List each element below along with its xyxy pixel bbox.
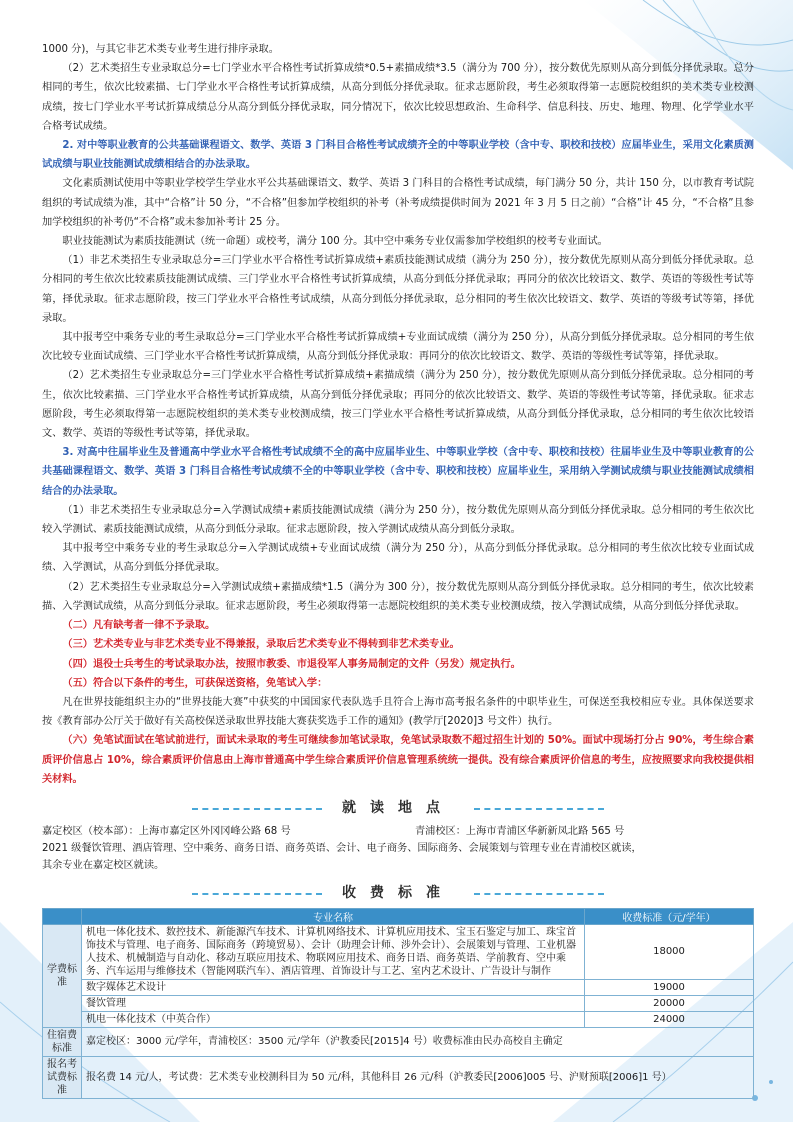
campus-note: 2021 级餐饮管理、酒店管理、空中乘务、商务日语、商务英语、会计、电子商务、国际商务、会展策划与管理专业在青浦校区就读， (42, 842, 642, 854)
paragraph: 其中报考空中乘务专业的考生录取总分=三门学业水平合格性考试折算成绩+专业面试成绩（满分为 250 分），从高分到低分择优录取。总分相同的考生依次比较专业面试成绩、三门学业水平合格性考试折算成绩，从高分到低分择优录取：再同分的依次比较语文、数学、英语的等级性考试等第，择优录取。 (42, 332, 754, 363)
paragraph: 职业技能测试为素质技能测试（统一命题）或校考，满分 100 分。其中空中乘务专业仅需参加学校组织的校考专业面试。 (62, 236, 608, 248)
section-heading: 3. 对高中往届毕业生及普通高中学业水平合格性考试成绩不全的高中应届毕业生、中等职业学校（含中专、职校和技校）往届毕业生及中等职业教育的公共基础课程语文、数学、英语 3 门科目合格性考试成绩不全的中等职业学校（含中专、职校和技校）应届毕业生，采用纳入学测试成绩与职业技能测试成绩相结合的办法录取。 (42, 447, 754, 497)
table-row (43, 924, 754, 979)
table-row (43, 1027, 754, 1056)
major-cell: 餐饮管理 (82, 995, 585, 1011)
rule-item: （三）艺术类专业与非艺术类专业不得兼报，录取后艺术类专业不得转到非艺术类专业。 (62, 639, 460, 651)
major-cell: 机电一体化技术（中英合作） (82, 1011, 585, 1027)
header-blank (43, 908, 82, 924)
paragraph: （2）艺术类招生专业录取总分=入学测试成绩+素描成绩*1.5（满分为 300 分），按分数优先原则从高分到低分择优录取。总分相同的考生，依次比较素描、入学测试成绩，从高分到低分录取。征求志愿阶段，考生必须取得第一志愿院校组织的美术类专业校测成绩，按入学测试成绩，从高分到低分择优录取。 (42, 581, 754, 612)
header-major: 专业名称 (82, 908, 585, 924)
fee-cell: 19000 (585, 979, 754, 995)
fee-cell: 20000 (585, 995, 754, 1011)
rule-item: （五）符合以下条件的考生，可获保送资格，免笔试入学： (62, 677, 328, 689)
housing-cell: 嘉定校区：3000 元/学年，青浦校区：3500 元/学年（沪教委民[2015]4 号）收费标准由民办高校自主确定 (82, 1027, 754, 1056)
rule-item: （四）退役士兵考生的考试录取办法，按照市教委、市退役军人事务局制定的文件（另发）规定执行。 (62, 658, 521, 670)
fee-cell: 18000 (585, 924, 754, 979)
paragraph: 凡在世界技能组织主办的“世界技能大赛”中获奖的中国国家代表队选手且符合上海市高考报名条件的中职毕业生，可保送至我校相应专业。具体保送要求按《教育部办公厅关于做好有关高校保送录取世界技能大赛获奖选手工作的通知》(教学厅[2020]3 号文件）执行。 (42, 696, 754, 728)
fees-title: 收费标准 (334, 882, 462, 902)
paragraph: 其中报考空中乘务专业的考生录取总分=入学测试成绩+专业面试成绩（满分为 250 分），从高分到低分择优录取。总分相同的考生依次比较专业面试成绩、入学测试，从高分到低分择优录取。 (42, 543, 754, 574)
tuition-label: 学费标准 (43, 924, 82, 1027)
major-cell: 机电一体化技术、数控技术、新能源汽车技术、计算机网络技术、计算机应用技术、宝玉石鉴定与加工、珠宝首饰技术与管理、电子商务、国际商务（跨境贸易）、会计（助理会计师、涉外会计）、会展策划与管理、工业机器人技术、机械制造与自动化、移动互联应用技术、物联网应用技术、商务日语、商务英语、学前教育、空中乘务、汽车运用与维修技术（智能网联汽车）、酒店管理、首饰设计与工艺、室内艺术设计、广告设计与制作 (82, 924, 585, 979)
divider (192, 893, 322, 895)
fee-cell: 24000 (585, 1011, 754, 1027)
address-row (42, 823, 754, 840)
jiading-address: 嘉定校区（校本部）：上海市嘉定区外冈冈峰公路 68 号 (42, 825, 291, 837)
exam-label: 报名考试费标准 (43, 1056, 82, 1098)
paragraph: （2）艺术类招生专业录取总分=三门学业水平合格性考试折算成绩+素描成绩（满分为 250 分），按分数优先原则从高分到低分择优录取。总分相同的考生，依次比较素描、三门学业水平合格性考试折算成绩，从高分到低分择优录取；再同分的依次比较语文、数学、英语的等级性考试等第，择优录取。征求志愿阶段，考生必须取得第一志愿院校组织的美术类专业校测成绩，按三门学业水平合格性考试折算成绩，从高分到低分择优录取，总分相同的考生依次比较语文、数学、英语的等级性考试等第，择优录取。 (42, 370, 754, 440)
table-row (43, 995, 754, 1011)
location-title: 就读地点 (334, 797, 462, 817)
qingpu-address: 青浦校区：上海市青浦区华新新凤北路 565 号 (415, 825, 625, 837)
divider (192, 808, 322, 810)
paragraph: 1000 分)，与其它非艺术类专业考生进行排序录取。 (42, 44, 279, 55)
table-row (43, 979, 754, 995)
rule-item: （二）凡有缺考者一律不予录取。 (62, 620, 216, 632)
section-heading: 2. 对中等职业教育的公共基础课程语文、数学、英语 3 门科目合格性考试成绩齐全的中等职业学校（含中专、职校和技校）应届毕业生，采用文化素质测试成绩与职业技能测试成绩相结合的办法录取。 (42, 140, 754, 171)
fee-table (42, 908, 754, 1099)
location-section-title (42, 797, 754, 819)
paragraph: （1）非艺术类招生专业录取总分=三门学业水平合格性考试折算成绩+素质技能测试成绩（满分为 250 分），按分数优先原则从高分到低分择优录取。总分相同的考生依次比较素质技能测试成绩、三门学业水平合格性考试折算成绩，从高分到低分择优录取；再同分的依次比较语文、数学、英语的等级性考试等第，择优录取。征求志愿阶段，按三门学业水平合格性考试成绩，从高分到低分择优录取，总分相同的考生依次比较语文、数学、英语的等级考试等第，择优录取。 (42, 255, 754, 324)
table-row (43, 1011, 754, 1027)
header-fee: 收费标准（元/学年） (585, 908, 754, 924)
campus-note: 其余专业在嘉定校区就读。 (42, 859, 165, 871)
document-body (42, 40, 754, 1099)
table-header-row (43, 908, 754, 924)
paragraph: 文化素质测试使用中等职业学校学生学业水平公共基础课语文、数学、英语 3 门科目的合格性考试成绩，每门满分 50 分，共计 150 分，以市教育考试院组织的考试成绩为准，其中“合格”计 50 分，“不合格”但参加学校组织的补考（补考成绩提供时间为 2021 年 3 月 5 日之前）“合格”计 45 分，“不合格”且参加学校组织的补考仍“不合格”或未参加补考计 25 分。 (42, 178, 754, 228)
table-row (43, 1056, 754, 1098)
divider (474, 893, 604, 895)
exam-cell: 报名费 14 元/人，考试费：艺术类专业校测科目为 50 元/科，其他科目 26 元/科（沪教委民[2006]005 号、沪财预联[2006]1 号） (82, 1056, 754, 1098)
fees-section-title (42, 882, 754, 904)
paragraph: （2）艺术类招生专业录取总分=七门学业水平合格性考试折算成绩*0.5+素描成绩*3.5（满分为 700 分），按分数优先原则从高分到低分择优录取。总分相同的考生，依次比较素描、七门学业水平合格性考试折算成绩，从高分到低分择优录取。征求志愿阶段，考生必须取得第一志愿院校组织的美术类专业校测成绩，按七门学业水平考试折算成绩总分从高分到低分择优录取，同分情况下，依次比较思想政治、生命科学、信息科技、历史、地理、物理、化学学业水平合格考试成绩。 (42, 63, 754, 132)
major-cell: 数字媒体艺术设计 (82, 979, 585, 995)
housing-label: 住宿费标准 (43, 1027, 82, 1056)
rule-item: （六）免笔试面试在笔试前进行，面试未录取的考生可继续参加笔试录取，免笔试录取数不超过招生计划的 50%。面试中现场打分占 90%，考生综合素质评价信息占 10%，综合素质评价信息由上海市普通高中学生综合素质评价信息管理系统统一提供。没有综合素质评价信息的考生，应按照要求向我校提供相关材料。 (42, 735, 754, 785)
paragraph: （1）非艺术类招生专业录取总分=入学测试成绩+素质技能测试成绩（满分为 250 分），按分数优先原则从高分到低分择优录取。总分相同的考生依次比较入学测试、素质技能测试成绩，从高分到低分录取。征求志愿阶段，按入学测试成绩从高分到低分录取。 (42, 504, 754, 536)
divider (474, 808, 604, 810)
